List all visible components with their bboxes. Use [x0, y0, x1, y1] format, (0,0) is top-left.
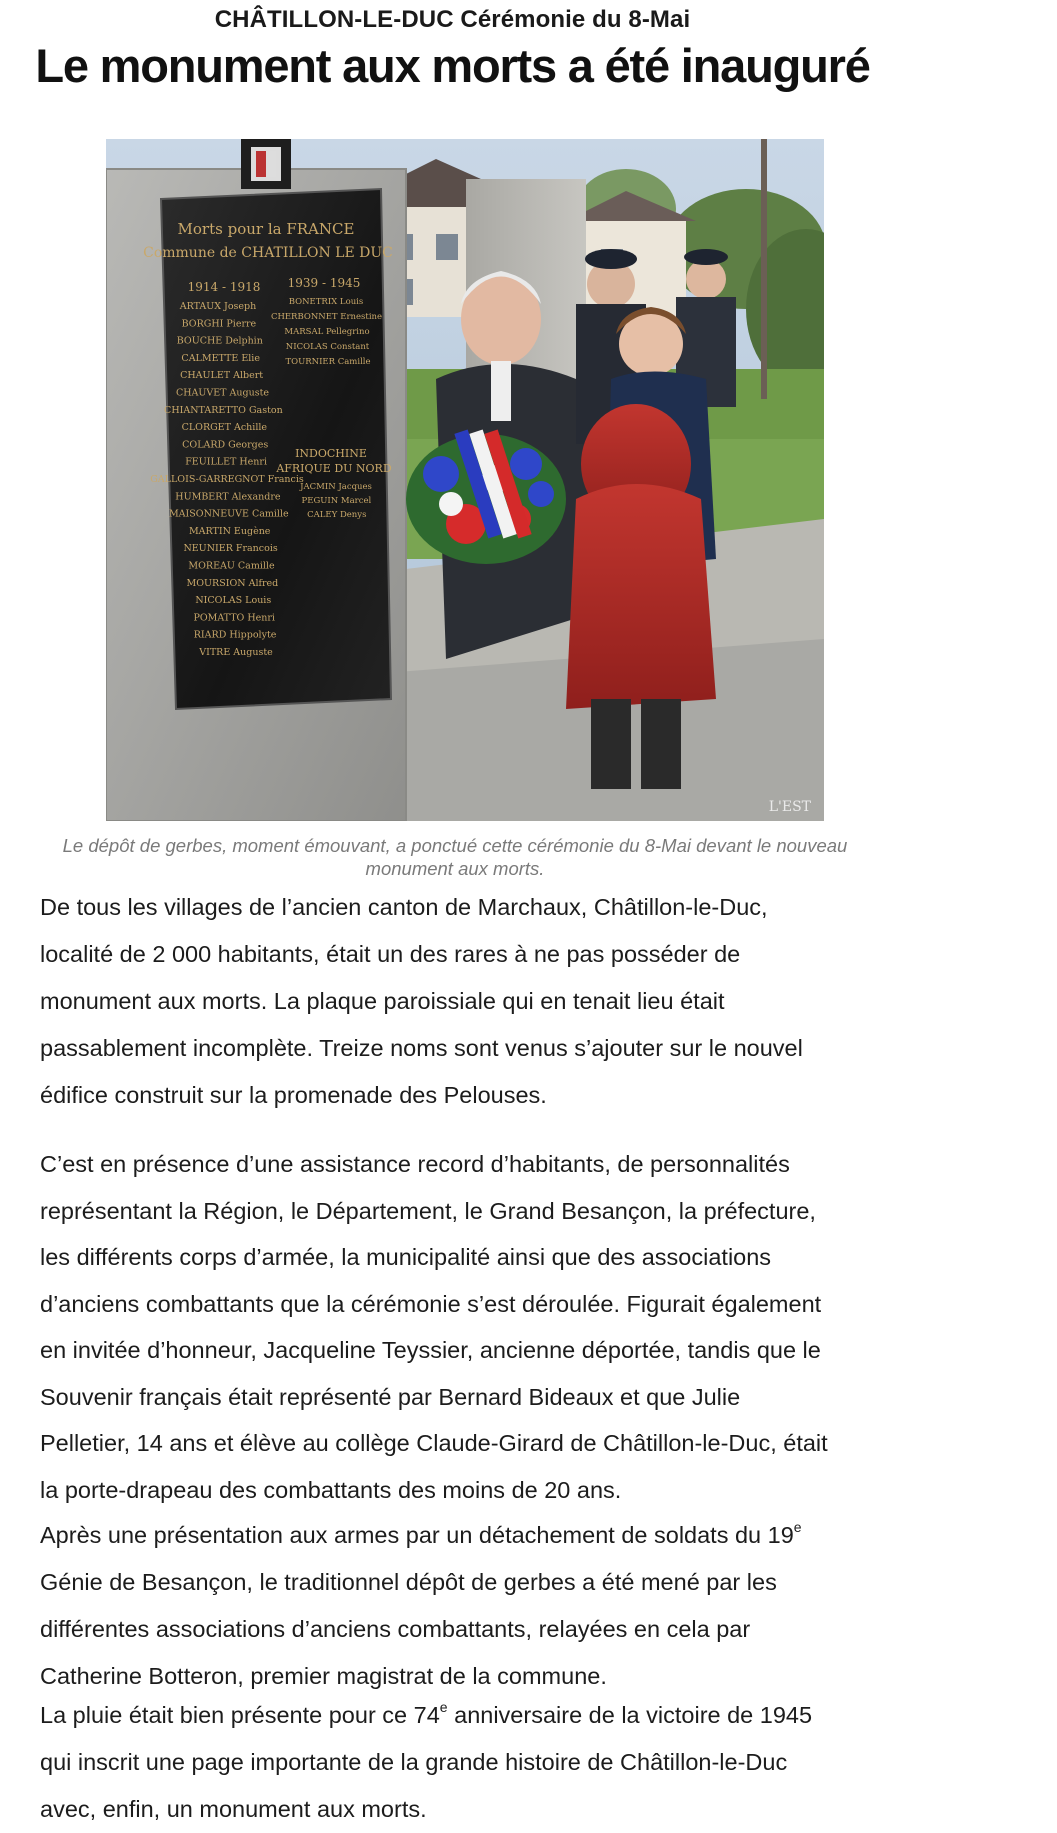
- plaque-name-1914: NEUNIER Francois: [183, 543, 278, 555]
- plaque-title: Morts pour la FRANCE: [177, 220, 355, 238]
- paragraph-line: [40, 1692, 920, 1739]
- plaque-name-1914: CHAULET Albert: [180, 370, 264, 382]
- paragraph-line: avec, enfin, un monument aux morts.: [40, 1796, 427, 1822]
- plaque-indochine: INDOCHINE: [295, 447, 367, 460]
- article-paragraph-3: [40, 1512, 920, 1700]
- paragraph-line: Catherine Botteron, premier magistrat de la commune.: [40, 1663, 607, 1689]
- caption-line: monument aux morts.: [365, 858, 545, 879]
- ordinal-superscript: e: [439, 1699, 448, 1716]
- plaque-name-1914: POMATTO Henri: [193, 612, 275, 624]
- plaque-name-afn: JACMIN Jacques: [300, 482, 372, 492]
- plaque-name-1914: COLARD Georges: [182, 439, 269, 451]
- plaque-name-1914: CALMETTE Elie: [181, 352, 260, 364]
- line-text: Après une présentation aux armes par un détachement de soldats du 19: [40, 1522, 794, 1548]
- plaque-commune: Commune de CHATILLON LE DUC: [143, 245, 393, 261]
- line-text: anniversaire de la victoire de 1945: [447, 1702, 813, 1728]
- plaque-name-1914: FEUILLET Henri: [185, 456, 268, 468]
- paragraph-line: qui inscrit une page importante de la grande histoire de Châtillon-le-Duc: [40, 1749, 788, 1775]
- plaque-name-1939: MARSAL Pellegrino: [284, 327, 370, 337]
- paragraph-line: d’anciens combattants que la cérémonie s’est déroulée. Figurait également: [40, 1290, 822, 1317]
- paragraph-line: localité de 2 000 habitants, était un des rares à ne pas posséder de: [40, 941, 741, 967]
- plaque-name-1914: CHIANTARETTO Gaston: [164, 404, 283, 416]
- paragraph-line: la porte-drapeau des combattants des moins de 20 ans.: [40, 1476, 622, 1503]
- article-paragraph-2: [40, 1141, 920, 1513]
- plaque-name-1914: MAISONNEUVE Camille: [168, 508, 289, 520]
- plaque-name-1914: CHAUVET Auguste: [175, 387, 270, 399]
- plaque-name-1914: BOUCHE Delphin: [176, 335, 263, 347]
- plaque-name-1939: TOURNIER Camille: [285, 357, 371, 367]
- plaque-name-1914: RIARD Hippolyte: [193, 629, 277, 641]
- paragraph-line: monument aux morts. La plaque paroissiale qui en tenait lieu était: [40, 988, 725, 1014]
- plaque-name-1914: MOREAU Camille: [188, 560, 275, 572]
- plaque-name-1914: MOURSION Alfred: [186, 577, 279, 589]
- plaque-name-afn: PEGUIN Marcel: [301, 496, 372, 506]
- article-kicker: CHÂTILLON-LE-DUC Cérémonie du 8-Mai: [214, 6, 691, 33]
- plaque-name-1914: NICOLAS Louis: [195, 595, 272, 607]
- plaque-name-1914: MARTIN Eugène: [188, 525, 271, 537]
- paragraph-line: différentes associations d’anciens combattants, relayées en cela par: [40, 1616, 751, 1642]
- plaque-name-1914: HUMBERT Alexandre: [175, 491, 281, 503]
- plaque-name-1914: VITRE Auguste: [199, 647, 273, 658]
- article-photo: [106, 139, 824, 821]
- paragraph-line: Souvenir français était représenté par Bernard Bideaux et que Julie: [40, 1383, 741, 1410]
- plaque-name-afn: CALEY Denys: [307, 510, 367, 520]
- plaque-name-1939: CHERBONNET Ernestine: [270, 312, 383, 322]
- plaque-name-1939: NICOLAS Constant: [285, 342, 370, 352]
- paragraph-line: les différents corps d’armée, la municipalité ainsi que des associations: [40, 1244, 772, 1270]
- plaque-period-1914: 1914 - 1918: [187, 280, 261, 294]
- plaque-name-1914: GALLOIS-GARREGNOT Francis: [150, 474, 304, 485]
- plaque-name-1914: BORGHI Pierre: [181, 318, 257, 330]
- paragraph-line: C’est en présence d’une assistance record d’habitants, de personnalités: [40, 1151, 790, 1177]
- article-headline: Le monument aux morts a été inauguré: [35, 39, 870, 92]
- plaque-period-1939: 1939 - 1945: [287, 276, 361, 290]
- paragraph-line: passablement incomplète. Treize noms sont venus s’ajouter sur le nouvel: [40, 1035, 803, 1061]
- paragraph-line: en invitée d’honneur, Jacqueline Teyssier, ancienne déportée, tandis que le: [40, 1337, 821, 1363]
- paragraph-line: [40, 1512, 920, 1559]
- paragraph-line: édifice construit sur la promenade des Pelouses.: [40, 1082, 547, 1108]
- paragraph-line: représentant la Région, le Département, le Grand Besançon, la préfecture,: [40, 1197, 816, 1224]
- paragraph-line: Génie de Besançon, le traditionnel dépôt de gerbes a été mené par les: [40, 1569, 777, 1595]
- line-text: La pluie était bien présente pour ce 74: [40, 1702, 440, 1728]
- article-paragraph-4: [40, 1692, 920, 1833]
- article-paragraph-1: [40, 884, 920, 1119]
- plaque-name-1939: BONETRIX Louis: [288, 297, 364, 307]
- ordinal-superscript: e: [793, 1519, 802, 1536]
- plaque-name-1914: ARTAUX Joseph: [179, 301, 257, 312]
- paragraph-line: De tous les villages de l’ancien canton de Marchaux, Châtillon-le-Duc,: [40, 894, 768, 920]
- plaque-afn: AFRIQUE DU NORD: [276, 462, 392, 475]
- plaque-name-1914: CLORGET Achille: [181, 422, 268, 434]
- photo-caption: [40, 834, 870, 880]
- caption-line: Le dépôt de gerbes, moment émouvant, a ponctué cette cérémonie du 8-Mai devant le nouveau: [62, 835, 848, 856]
- photo-watermark: L'EST: [768, 799, 811, 815]
- paragraph-line: Pelletier, 14 ans et élève au collège Claude-Girard de Châtillon-le-Duc, était: [40, 1430, 828, 1456]
